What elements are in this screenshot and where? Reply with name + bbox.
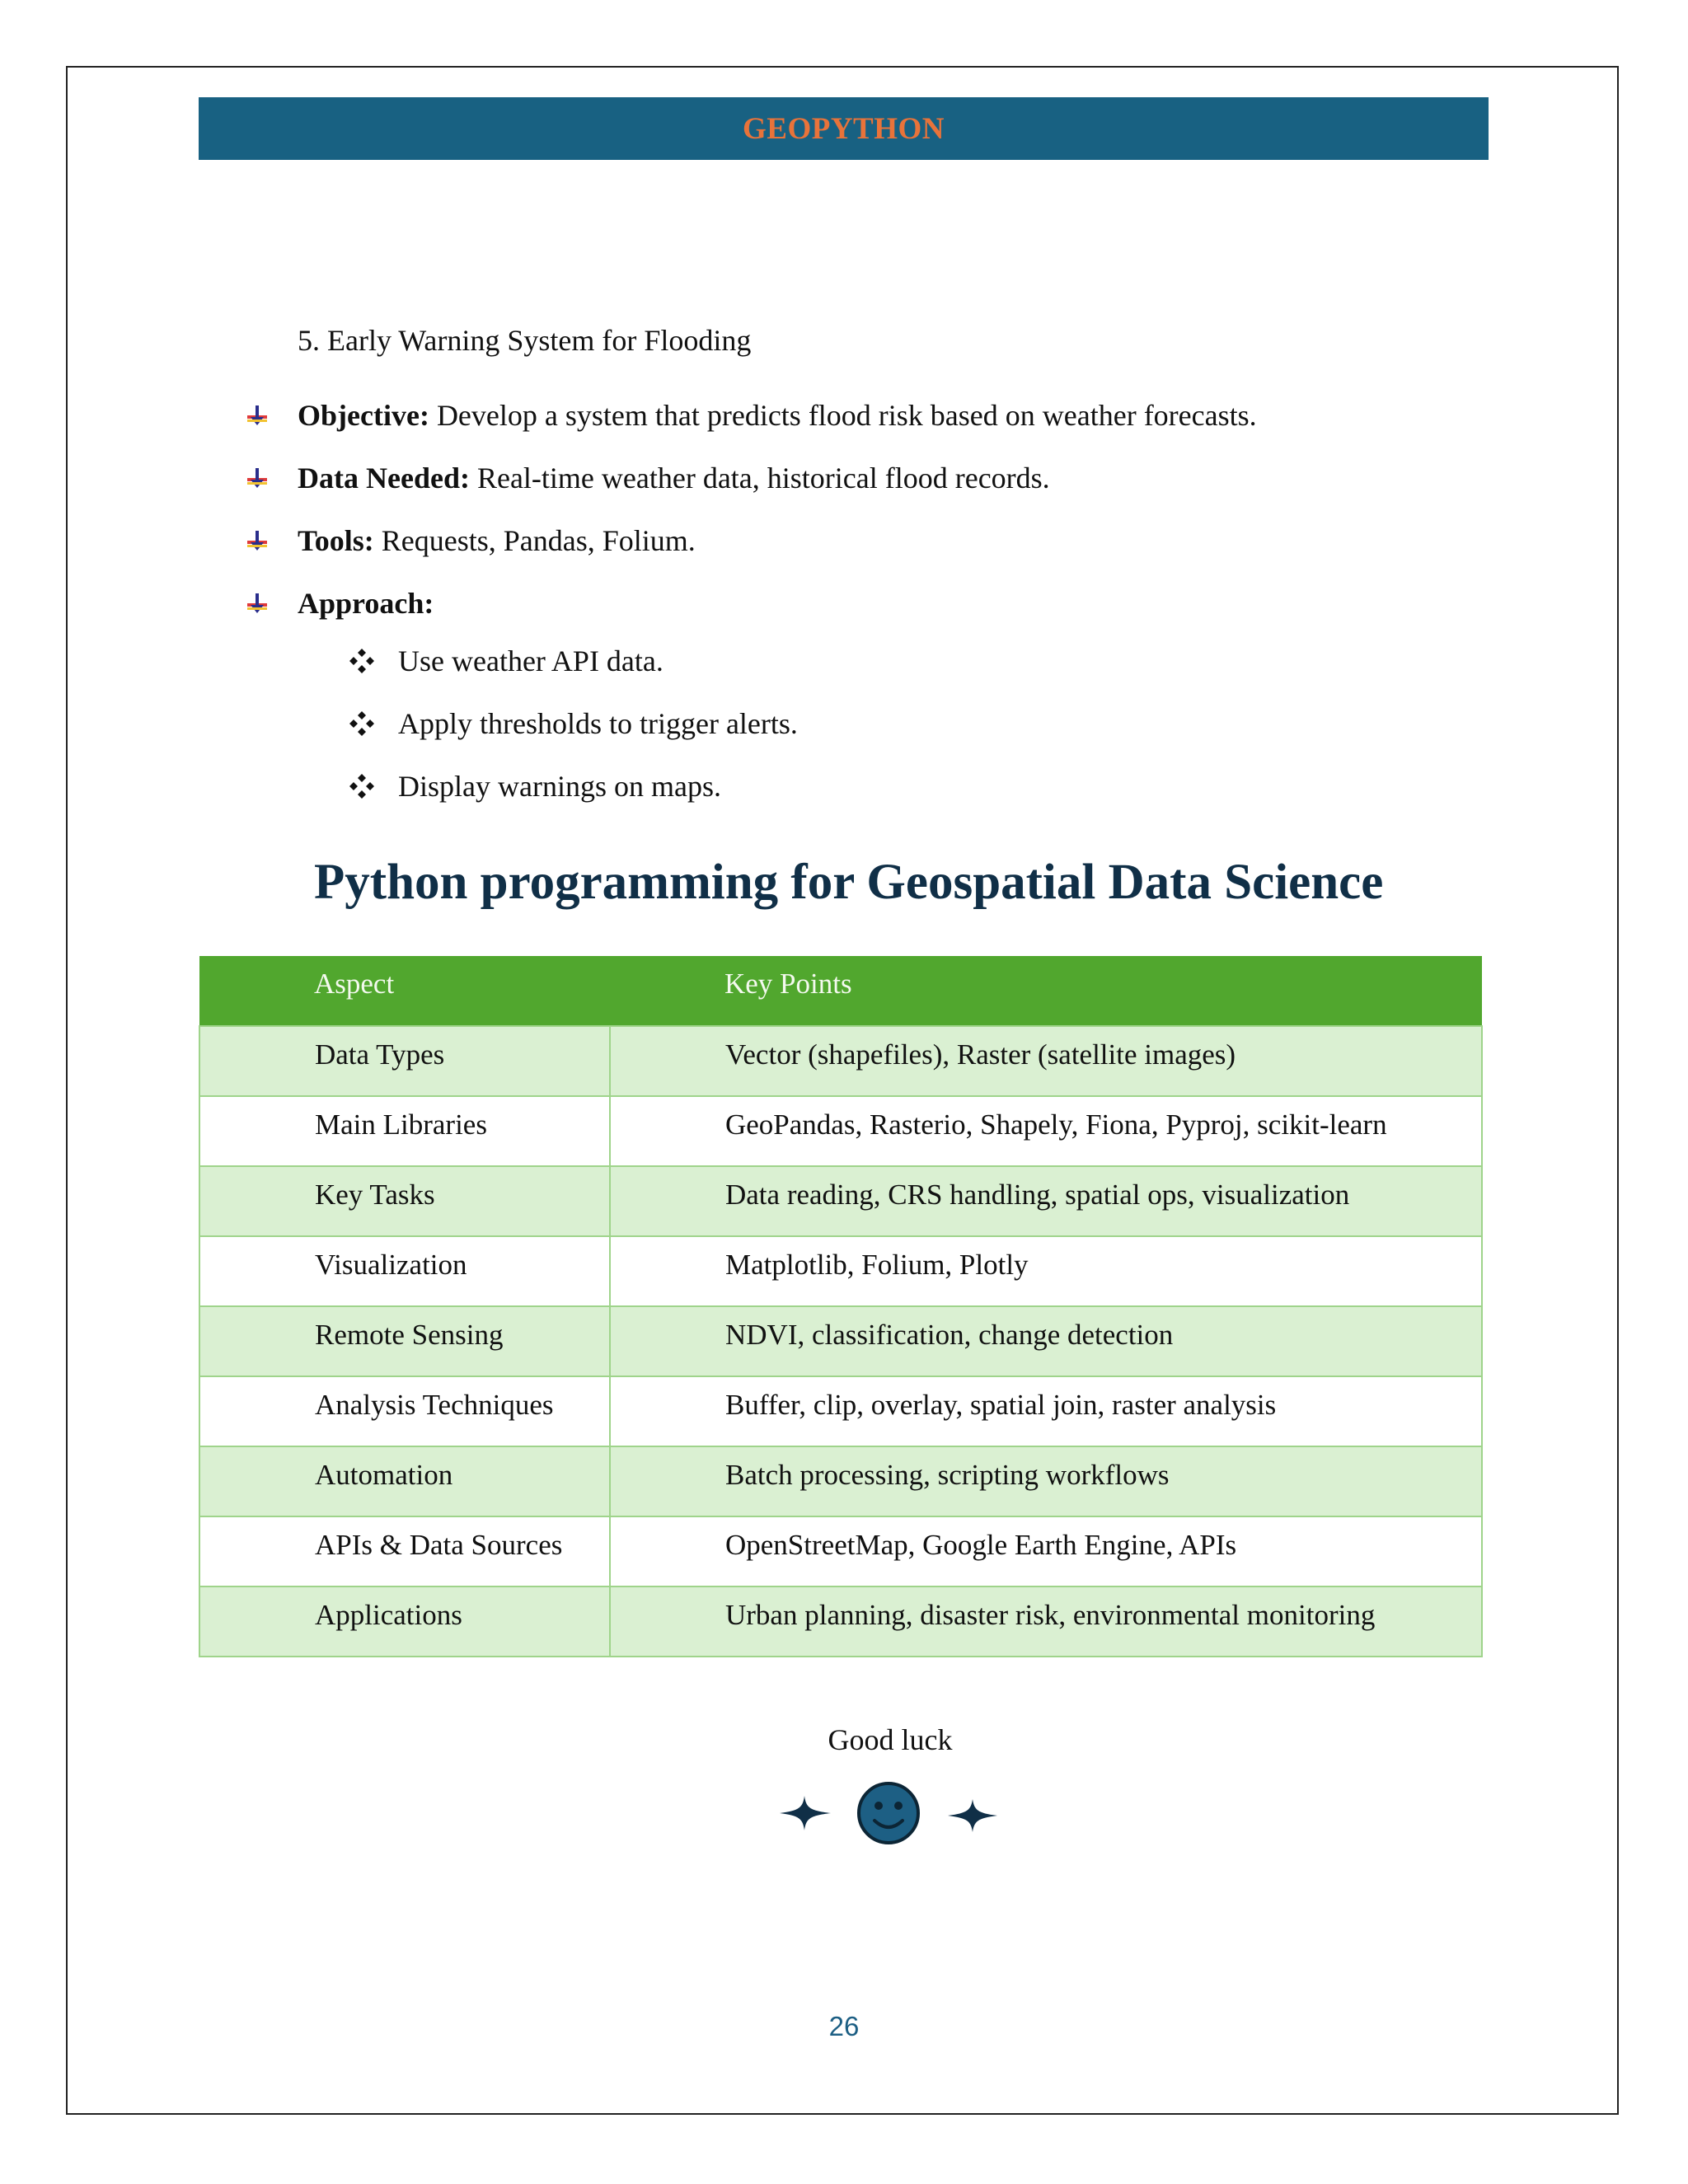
table-row xyxy=(199,1026,1482,1096)
bullet-item xyxy=(247,572,1257,635)
table-cell-key-points: GeoPandas, Rasterio, Shapely, Fiona, Pyproj, scikit-learn xyxy=(610,1096,1482,1166)
table-header-row xyxy=(199,956,1482,1026)
table-cell-aspect: Data Types xyxy=(199,1026,610,1096)
bullet-list xyxy=(247,384,1257,635)
arrow-down-bullet-icon xyxy=(247,405,267,425)
bullet-text: Real-time weather data, historical flood records. xyxy=(476,462,1050,494)
table-cell-key-points: Matplotlib, Folium, Plotly xyxy=(610,1236,1482,1306)
section-heading: 5. Early Warning System for Flooding xyxy=(298,324,752,357)
bullet-item xyxy=(247,447,1257,509)
table-cell-key-points: NDVI, classification, change detection xyxy=(610,1306,1482,1376)
table-row xyxy=(199,1516,1482,1586)
header-band xyxy=(199,97,1489,160)
table-row xyxy=(199,1446,1482,1516)
table-row xyxy=(199,1096,1482,1166)
table-cell-key-points: OpenStreetMap, Google Earth Engine, APIs xyxy=(610,1516,1482,1586)
table-cell-aspect: Analysis Techniques xyxy=(199,1376,610,1446)
table-cell-key-points: Urban planning, disaster risk, environmental monitoring xyxy=(610,1586,1482,1657)
sparkle-icon xyxy=(948,1799,997,1832)
approach-text: Display warnings on maps. xyxy=(398,770,721,803)
four-diamond-bullet-icon xyxy=(349,648,375,674)
four-diamond-bullet-icon xyxy=(349,773,375,799)
column-header-aspect: Aspect xyxy=(199,956,610,1026)
arrow-down-bullet-icon xyxy=(247,593,267,613)
summary-table xyxy=(199,956,1483,1657)
table-row xyxy=(199,1586,1482,1657)
bullet-label: Data Needed: xyxy=(298,462,470,494)
table-row xyxy=(199,1166,1482,1236)
bullet-label: Objective: xyxy=(298,399,429,432)
column-header-key-points: Key Points xyxy=(610,956,1482,1026)
table-cell-aspect: Remote Sensing xyxy=(199,1306,610,1376)
table-cell-aspect: Visualization xyxy=(199,1236,610,1306)
table-cell-aspect: APIs & Data Sources xyxy=(199,1516,610,1586)
bullet-label: Tools: xyxy=(298,524,374,557)
approach-text: Apply thresholds to trigger alerts. xyxy=(398,707,798,740)
table-row xyxy=(199,1376,1482,1446)
approach-text: Use weather API data. xyxy=(398,644,663,677)
bullet-item xyxy=(247,509,1257,572)
table-cell-aspect: Automation xyxy=(199,1446,610,1516)
table-cell-aspect: Applications xyxy=(199,1586,610,1657)
sparkle-icon xyxy=(780,1796,831,1830)
bullet-text: Requests, Pandas, Folium. xyxy=(381,524,696,557)
bullet-text: Develop a system that predicts flood risk based on weather forecasts. xyxy=(436,399,1257,432)
table-row xyxy=(199,1306,1482,1376)
bullet-item xyxy=(247,384,1257,447)
approach-item xyxy=(349,630,798,692)
arrow-down-bullet-icon xyxy=(247,468,267,488)
table-cell-aspect: Key Tasks xyxy=(199,1166,610,1236)
table-cell-key-points: Batch processing, scripting workflows xyxy=(610,1446,1482,1516)
table-cell-aspect: Main Libraries xyxy=(199,1096,610,1166)
approach-item xyxy=(349,755,798,818)
table-cell-key-points: Vector (shapefiles), Raster (satellite images) xyxy=(610,1026,1482,1096)
table-cell-key-points: Buffer, clip, overlay, spatial join, raster analysis xyxy=(610,1376,1482,1446)
bullet-label: Approach: xyxy=(298,587,434,620)
smiley-icon xyxy=(859,1783,918,1843)
page-number: 26 xyxy=(828,2011,860,2041)
main-heading: Python programming for Geospatial Data Science xyxy=(314,855,1384,910)
closing-text: Good luck xyxy=(828,1723,953,1756)
table-row xyxy=(199,1236,1482,1306)
four-diamond-bullet-icon xyxy=(349,710,375,737)
arrow-down-bullet-icon xyxy=(247,531,267,551)
closing-decoration xyxy=(780,1776,997,1850)
approach-list xyxy=(349,630,798,818)
header-title: GEOPYTHON xyxy=(742,111,945,146)
approach-item xyxy=(349,692,798,755)
table-cell-key-points: Data reading, CRS handling, spatial ops, visualization xyxy=(610,1166,1482,1236)
